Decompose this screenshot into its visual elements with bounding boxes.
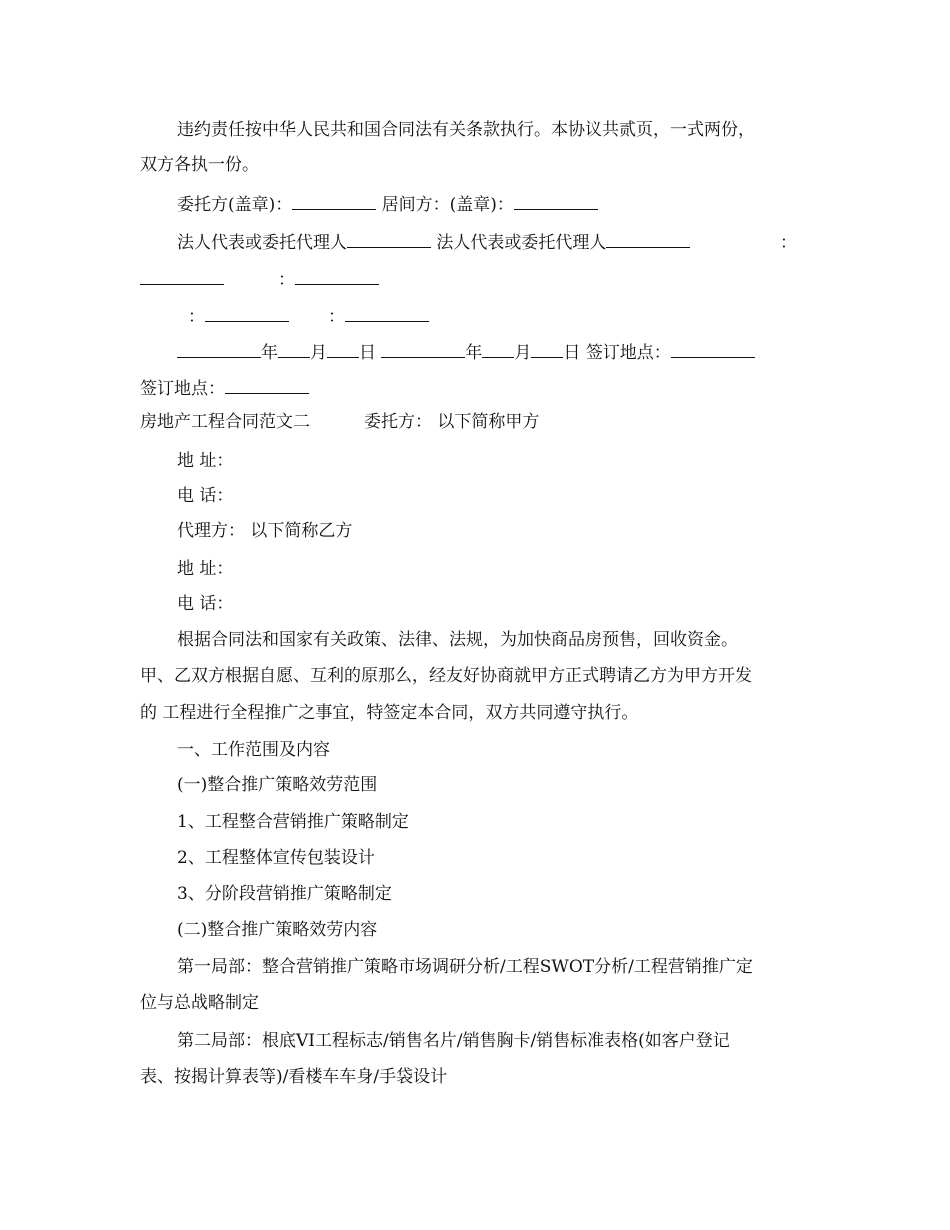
year-label: 年 bbox=[465, 343, 483, 363]
section-heading: 一、工作范围及内容 bbox=[177, 740, 330, 760]
blank-line bbox=[140, 268, 224, 292]
year-label: 年 bbox=[261, 343, 278, 363]
list-item: 3、分阶段营销推广策略制定 bbox=[177, 884, 392, 904]
paragraph-line: 的 工程进行全程推广之事宜，特签定本合同，双方共同遵守执行。 bbox=[140, 703, 639, 723]
blank-field bbox=[381, 341, 465, 358]
blank-field bbox=[278, 341, 310, 358]
day-label: 日 bbox=[359, 343, 376, 363]
signature-line-seal bbox=[177, 193, 598, 217]
blank-line bbox=[328, 305, 429, 329]
paragraph-line: 表、按揭计算表等)/看楼车车身/手袋设计 bbox=[140, 1067, 448, 1087]
intermediary-seal-label: 居间方：(盖章)： bbox=[381, 195, 514, 215]
colon: ： bbox=[278, 270, 295, 290]
text-line: 违约责任按中华人民共和国合同法有关条款执行。本协议共贰页，一式两份， bbox=[177, 120, 755, 140]
agent-line: 代理方： 以下简称乙方 bbox=[177, 521, 353, 541]
blank-field bbox=[345, 305, 429, 322]
list-item: 1、工程整合营销推广策略制定 bbox=[177, 812, 409, 832]
blank-field bbox=[606, 231, 690, 248]
blank-field bbox=[177, 341, 261, 358]
blank-field bbox=[347, 231, 431, 248]
contract-two-title: 房地产工程合同范文二 bbox=[140, 412, 310, 432]
blank-field bbox=[327, 341, 359, 358]
blank-field bbox=[531, 341, 563, 358]
representative-label: 法人代表或委托代理人 bbox=[177, 233, 347, 253]
blank-field bbox=[514, 193, 598, 210]
paragraph-line: 第一局部：整合营销推广策略市场调研分析/工程SWOT分析/工程营销推广定 bbox=[177, 957, 753, 977]
blank-field bbox=[295, 268, 379, 285]
month-label: 月 bbox=[514, 343, 532, 363]
month-label: 月 bbox=[310, 343, 327, 363]
blank-field bbox=[225, 377, 309, 394]
text-line: 双方各执一份。 bbox=[140, 155, 259, 175]
phone-line: 电 话： bbox=[177, 594, 234, 614]
colon: ： bbox=[188, 307, 205, 327]
address-line: 地 址： bbox=[177, 451, 234, 471]
signing-place-line bbox=[140, 377, 309, 401]
address-line: 地 址： bbox=[177, 559, 234, 579]
subsection-heading: (二)整合推广策略效劳内容 bbox=[177, 920, 378, 940]
principal-line: 委托方： 以下简称甲方 bbox=[364, 412, 540, 432]
blank-line bbox=[278, 268, 379, 292]
paragraph-line: 甲、乙双方根据自愿、互利的原那么，经友好协商就甲方正式聘请乙方为甲方开发 bbox=[140, 666, 752, 686]
paragraph-line: 根据合同法和国家有关政策、法律、法规，为加快商品房预售，回收资金。 bbox=[177, 630, 738, 650]
colon: ： bbox=[328, 307, 345, 327]
blank-line bbox=[188, 305, 289, 329]
colon: ： bbox=[780, 233, 797, 253]
paragraph-line: 第二局部：根底VI工程标志/销售名片/销售胸卡/销售标准表格(如客户登记 bbox=[177, 1031, 730, 1051]
blank-field bbox=[482, 341, 514, 358]
blank-field bbox=[205, 305, 289, 322]
blank-field bbox=[140, 268, 224, 285]
date-line bbox=[177, 341, 755, 365]
phone-line: 电 话： bbox=[177, 486, 234, 506]
subsection-heading: (一)整合推广策略效劳范围 bbox=[177, 775, 378, 795]
signature-line-rep bbox=[177, 231, 690, 255]
day-label: 日 bbox=[563, 343, 581, 363]
blank-field bbox=[292, 193, 376, 210]
representative-label: 法人代表或委托代理人 bbox=[436, 233, 607, 253]
signing-place-label: 签订地点： bbox=[140, 379, 225, 399]
principal-seal-label: 委托方(盖章)： bbox=[177, 195, 293, 215]
list-item: 2、工程整体宣传包装设计 bbox=[177, 848, 375, 868]
blank-field bbox=[671, 341, 755, 358]
signing-place-label: 签订地点： bbox=[585, 343, 671, 363]
paragraph-line: 位与总战略制定 bbox=[140, 993, 259, 1013]
